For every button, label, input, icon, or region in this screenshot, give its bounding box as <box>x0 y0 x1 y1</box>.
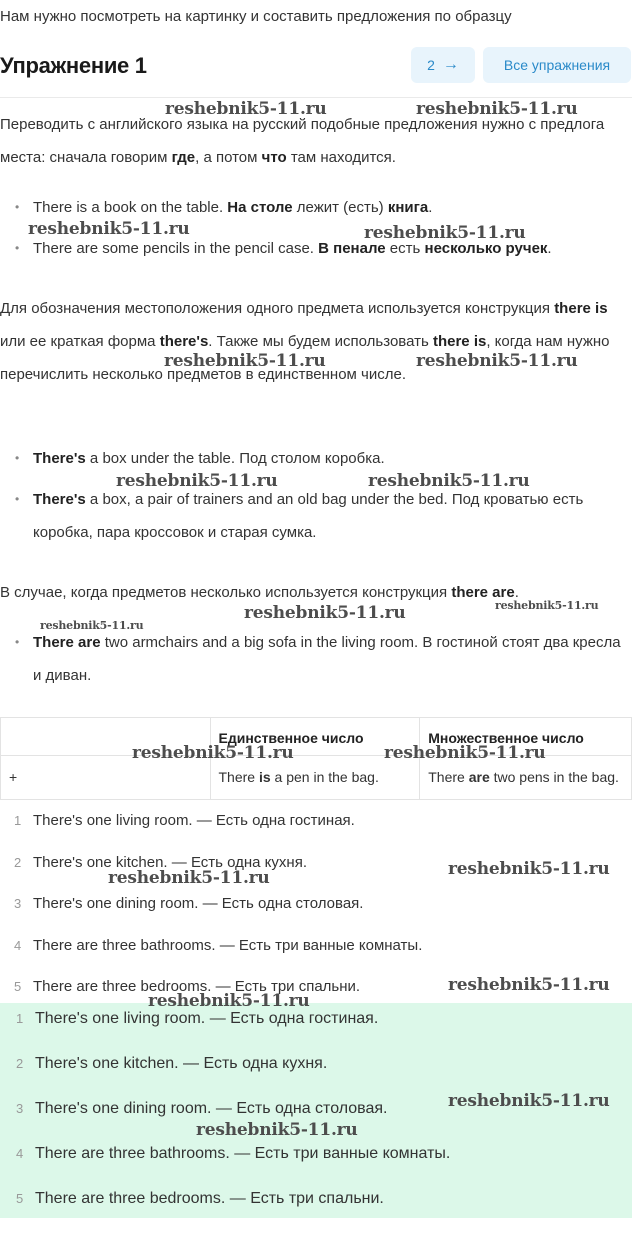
watermark: reshebnik5-11.ru <box>244 603 406 623</box>
table-header-cell: Множественное число <box>420 718 632 756</box>
watermark: reshebnik5-11.ru <box>384 743 546 763</box>
watermark: reshebnik5-11.ru <box>40 619 144 632</box>
list-item: • There's a box under the table. Под столом коробка. <box>0 442 630 475</box>
watermark: reshebnik5-11.ru <box>368 471 530 491</box>
list-item: 1 There's one living room. — Есть одна гостиная. <box>14 812 355 829</box>
list-item: 2 There's one kitchen. — Есть одна кухня. <box>16 1055 328 1072</box>
list-item: 2 There's one kitchen. — Есть одна кухня. <box>14 853 307 871</box>
divider <box>0 97 632 98</box>
watermark: reshebnik5-11.ru <box>416 351 578 371</box>
theory-paragraph-2: Для обозначения местоположения одного предмета используется конструкция there is или ее краткая форма there's. Также мы будем использовать there is, когда нам нужно перечислить несколько предметов в единственном числе. <box>0 300 610 383</box>
list-item: 3 There's one dining room. — Есть одна столовая. <box>14 895 364 912</box>
exercise-intro: Нам нужно посмотреть на картинку и составить предложения по образцу <box>0 8 512 25</box>
watermark: reshebnik5-11.ru <box>28 219 190 239</box>
list-item: 4 There are three bathrooms. — Есть три ванные комнаты. <box>16 1145 451 1162</box>
watermark: reshebnik5-11.ru <box>132 743 294 763</box>
watermark: reshebnik5-11.ru <box>495 599 599 612</box>
all-exercises-label: Все упражнения <box>503 57 611 73</box>
list-item: 4 There are three bathrooms. — Есть три ванные комнаты. <box>14 936 423 954</box>
watermark: reshebnik5-11.ru <box>448 859 610 879</box>
list-item: • There are some pencils in the pencil case. В пенале есть несколько ручек. <box>0 232 630 265</box>
list-item: 3 There's one dining room. — Есть одна столовая. <box>16 1100 388 1117</box>
table-cell-sign: + <box>1 756 211 800</box>
list-item: 1 There's one living room. — Есть одна гостиная. <box>16 1010 379 1027</box>
watermark: reshebnik5-11.ru <box>364 223 526 243</box>
watermark: reshebnik5-11.ru <box>165 99 327 119</box>
list-item: • There are two armchairs and a big sofa in the living room. В гостиной стоят два кресла и диван. <box>0 626 630 692</box>
table-cell-singular: There is a pen in the bag. <box>210 756 420 800</box>
table-cell-plural: There are two pens in the bag. <box>420 756 632 800</box>
page-title: Упражнение 1 <box>0 53 147 78</box>
watermark: reshebnik5-11.ru <box>448 1091 610 1111</box>
examples-list-3 <box>0 626 630 692</box>
watermark: reshebnik5-11.ru <box>196 1120 358 1140</box>
watermark: reshebnik5-11.ru <box>164 351 326 371</box>
list-item: • There's a box, a pair of trainers and an old bag under the bed. Под кроватью есть коробка, пара кроссовок и старая сумка. <box>0 483 630 549</box>
list-item: • There is a book on the table. На столе лежит (есть) книга. <box>0 191 630 224</box>
all-exercises-button[interactable] <box>483 47 631 83</box>
watermark: reshebnik5-11.ru <box>148 991 310 1011</box>
table-header-cell: Единственное число <box>210 718 420 756</box>
watermark: reshebnik5-11.ru <box>416 99 578 119</box>
watermark: reshebnik5-11.ru <box>116 471 278 491</box>
next-exercise-button[interactable] <box>411 47 475 83</box>
theory-paragraph-1: Переводить с английского языка на русский подобные предложения нужно с предлога места: сначала говорим где, а потом что там находится. <box>0 116 605 166</box>
watermark: reshebnik5-11.ru <box>108 868 270 888</box>
examples-list-2 <box>0 442 630 549</box>
next-exercise-label: 2 <box>427 57 435 73</box>
theory-paragraph-3: В случае, когда предметов несколько используется конструкция there are. <box>0 584 519 601</box>
list-item: 5 There are three bedrooms. — Есть три спальни. <box>14 978 361 995</box>
list-item: 5 There are three bedrooms. — Есть три спальни. <box>16 1190 384 1207</box>
watermark: reshebnik5-11.ru <box>448 975 610 995</box>
arrow-right-icon: → <box>442 56 459 73</box>
